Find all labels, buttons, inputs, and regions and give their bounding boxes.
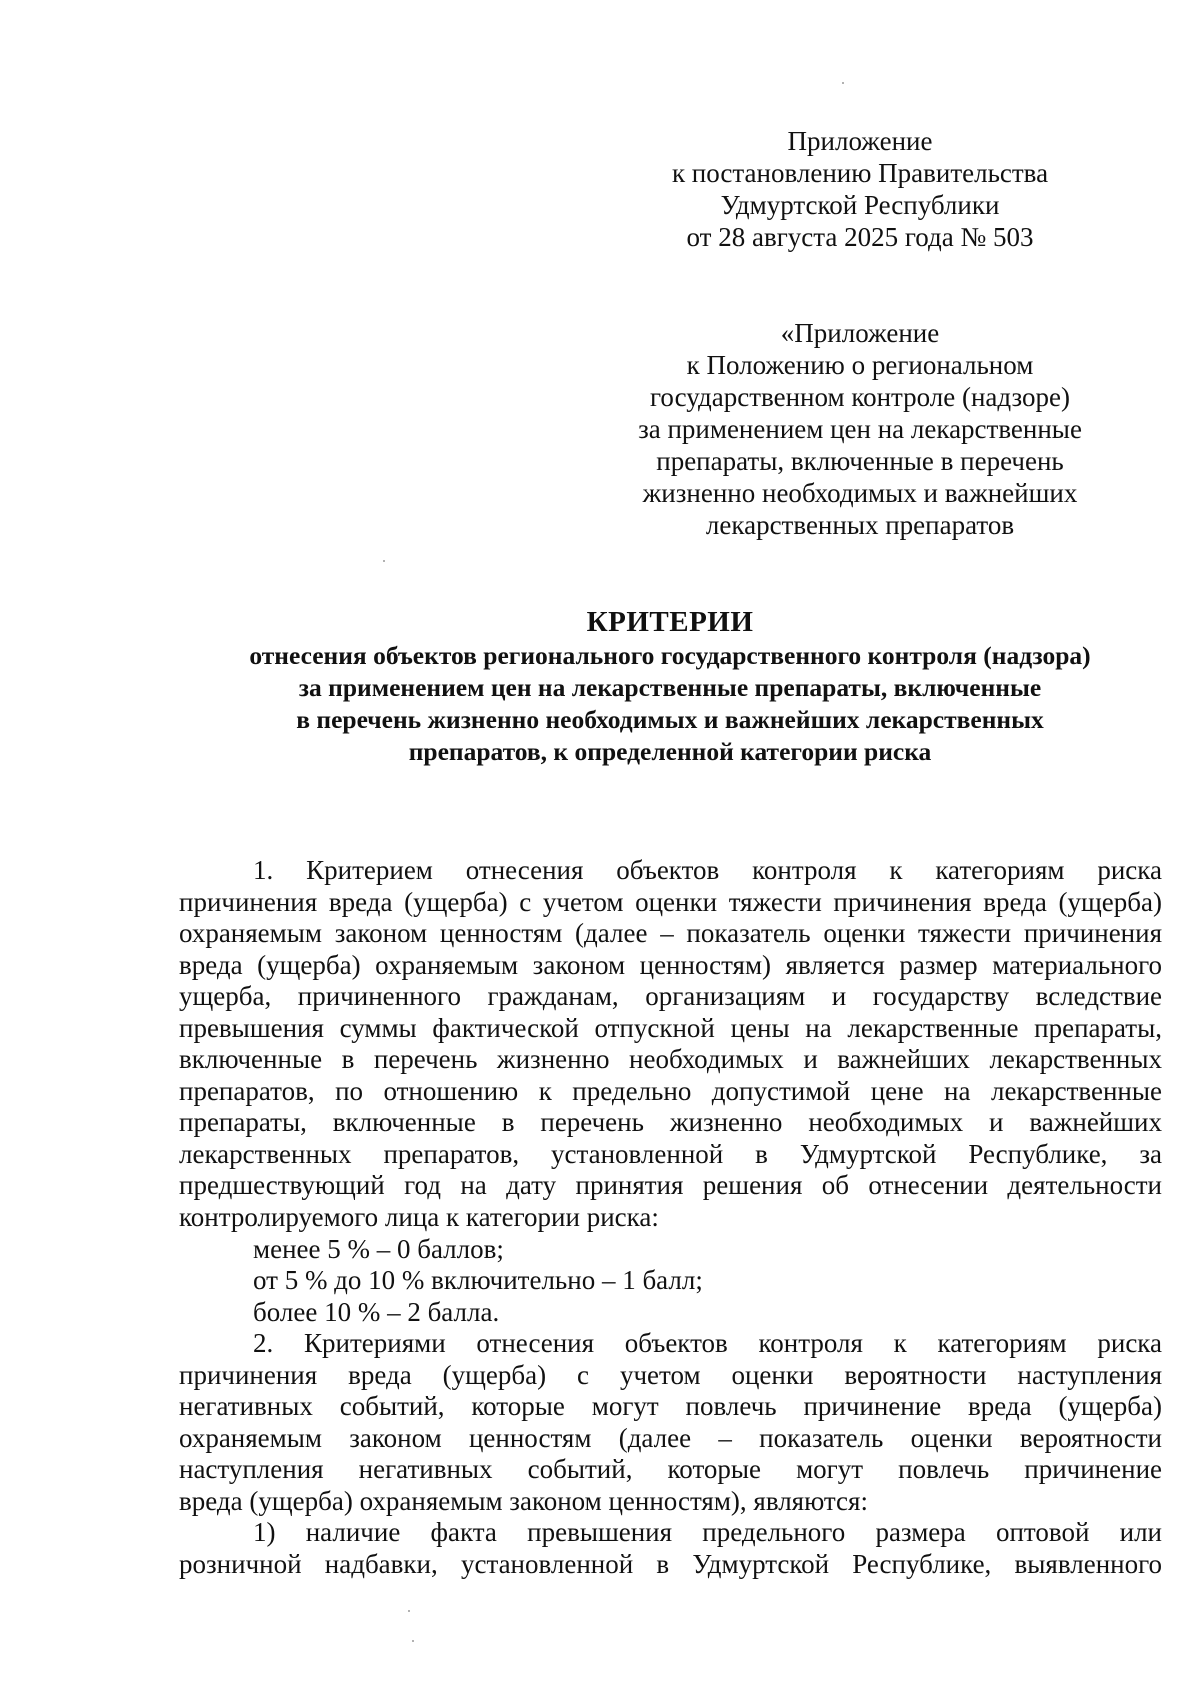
- body-line: 1) наличие факта превышения предельного размера оптовой или: [253, 1517, 1162, 1548]
- appendix-regulation-line: жизненно необходимых и важнейших: [642, 478, 1078, 508]
- body-line: охраняемым законом ценностям (далее – показатель оценки тяжести причинения: [179, 918, 1162, 949]
- appendix-regulation-line: государственном контроле (надзоре): [650, 382, 1070, 412]
- body-line: вреда (ущерба) охраняемым законом ценностям), являются:: [179, 1485, 868, 1516]
- body-line: препараты, включенные в перечень жизненно необходимых и важнейших: [179, 1107, 1162, 1138]
- score-list: [179, 1234, 1162, 1329]
- body-line: вреда (ущерба) охраняемым законом ценностям) является размер материального: [179, 949, 1162, 980]
- appendix-header-line: от 28 августа 2025 года № 503: [686, 222, 1034, 252]
- title-main: КРИТЕРИИ: [586, 606, 754, 638]
- body-line: лекарственных препаратов, установленной в Удмуртской Республике, за: [179, 1138, 1162, 1169]
- appendix-header-line: Удмуртской Республики: [720, 190, 1000, 220]
- appendix-header-line: Приложение: [787, 126, 933, 156]
- appendix-header-line: к постановлению Правительства: [671, 158, 1049, 188]
- document-body: [179, 855, 1162, 1581]
- body-line: наступления негативных событий, которые могут повлечь причинение: [179, 1454, 1162, 1485]
- appendix-regulation-line: за применением цен на лекарственные: [638, 414, 1082, 444]
- body-line: 1. Критерием отнесения объектов контроля к категориям риска: [253, 855, 1162, 885]
- scan-speck: [383, 560, 385, 562]
- body-line: препаратов, по отношению к предельно допустимой цене на лекарственные: [179, 1075, 1162, 1106]
- score-item: от 5 % до 10 % включительно – 1 балл;: [253, 1265, 703, 1296]
- body-line: предшествующий год на дату принятия решения об отнесении деятельности: [179, 1170, 1162, 1201]
- scan-speck: [842, 82, 844, 84]
- scan-speck: [408, 1610, 410, 1612]
- title-subtitle-line: препаратов, к определенной категории риска: [408, 737, 932, 766]
- appendix-regulation-line: «Приложение: [780, 318, 940, 348]
- score-item: более 10 % – 2 балла.: [253, 1296, 500, 1327]
- paragraph-1: [179, 855, 1162, 1234]
- document-title: [150, 604, 1190, 768]
- paragraph-2: [179, 1328, 1162, 1517]
- title-subtitle-line: в перечень жизненно необходимых и важнейших лекарственных: [296, 705, 1044, 734]
- title-subtitle-line: отнесения объектов регионального государственного контроля (надзора): [249, 641, 1091, 670]
- paragraph-3: [179, 1517, 1162, 1580]
- body-line: ущерба, причиненного гражданам, организациям и государству вследствие: [179, 981, 1162, 1012]
- body-line: включенные в перечень жизненно необходимых и важнейших лекарственных: [179, 1044, 1162, 1075]
- body-line: причинения вреда (ущерба) с учетом оценки вероятности наступления: [179, 1359, 1162, 1390]
- appendix-regulation-line: лекарственных препаратов: [705, 510, 1015, 540]
- body-line: причинения вреда (ущерба) с учетом оценки тяжести причинения вреда (ущерба): [179, 886, 1162, 917]
- body-line: контролируемого лица к категории риска:: [179, 1202, 659, 1233]
- title-subtitle-line: за применением цен на лекарственные препараты, включенные: [298, 673, 1042, 702]
- appendix-regulation-line: препараты, включенные в перечень: [656, 446, 1064, 476]
- body-line: розничной надбавки, установленной в Удмуртской Республике, выявленного: [179, 1549, 1162, 1580]
- body-line: превышения суммы фактической отпускной цены на лекарственные препараты,: [179, 1012, 1162, 1043]
- body-line: 2. Критериями отнесения объектов контроля к категориям риска: [253, 1328, 1162, 1359]
- scan-speck: [412, 1640, 414, 1642]
- body-line: охраняемым законом ценностям (далее – показатель оценки вероятности: [179, 1422, 1162, 1453]
- score-item: менее 5 % – 0 баллов;: [253, 1233, 504, 1264]
- body-line: негативных событий, которые могут повлечь причинение вреда (ущерба): [179, 1391, 1162, 1422]
- appendix-header: [620, 125, 1100, 253]
- appendix-regulation-line: к Положению о региональном: [686, 350, 1034, 380]
- appendix-regulation-header: [600, 317, 1120, 541]
